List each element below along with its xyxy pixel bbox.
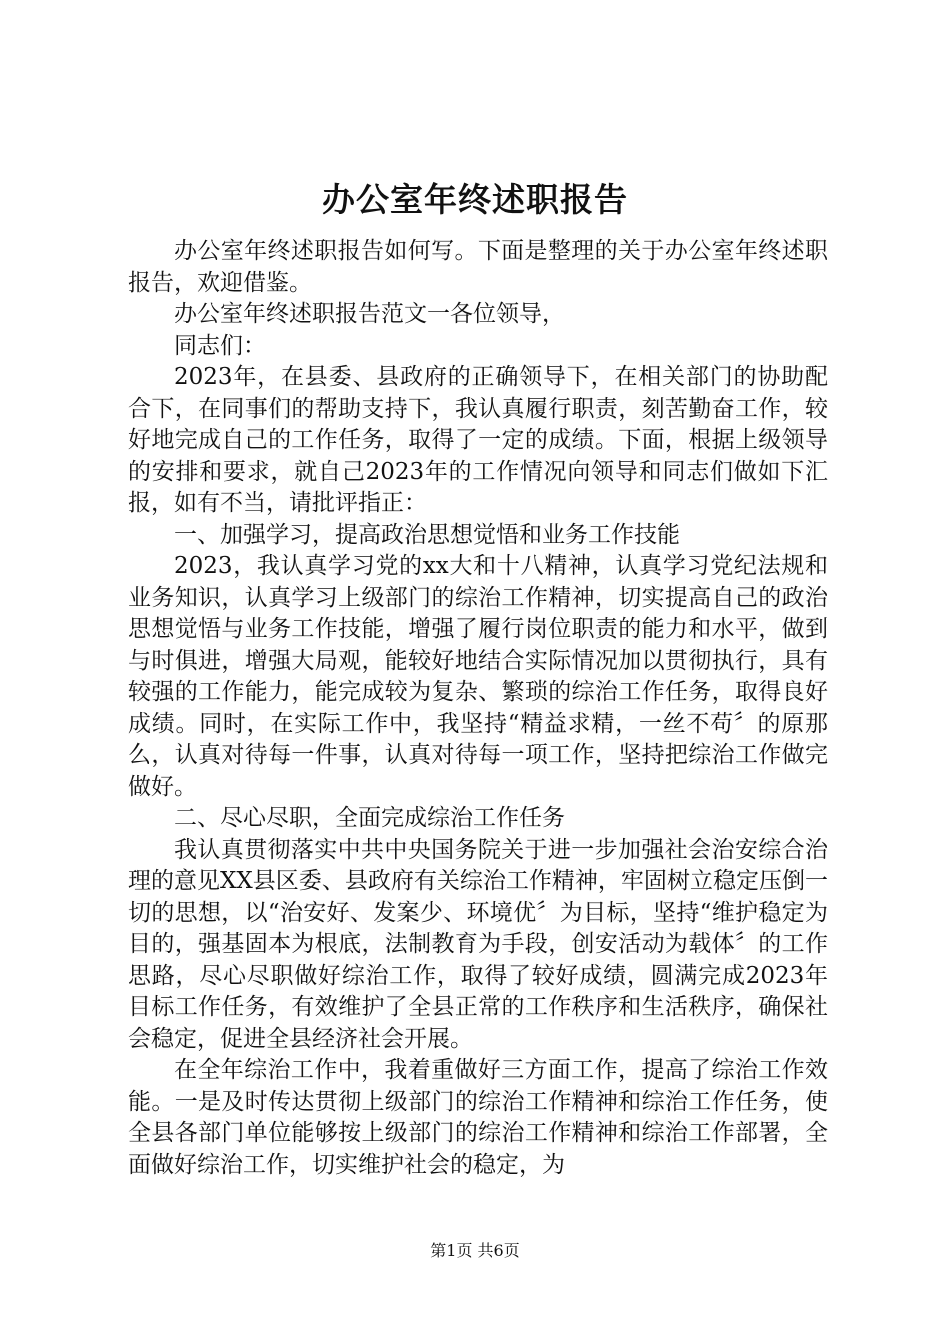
paragraph-salutation: 办公室年终述职报告范文一各位领导， <box>174 301 565 327</box>
paragraph-comrades: 同志们： <box>174 332 266 359</box>
paragraph-section-2-cont: 在全年综治工作中，我着重做好三方面工作，提高了综治工作效能。一是及时传达贯彻上级部门的综治工作精神和综治工作任务，使全县各部门单位能够按上级部门的综治工作精神和综治工作部署，全面做好综治工作，切实维护社会的稳定，为 <box>128 1057 828 1178</box>
paragraph-intro: 办公室年终述职报告如何写。下面是整理的关于办公室年终述职报告，欢迎借鉴。 <box>128 238 828 296</box>
document-title: 办公室年终述职报告 <box>322 180 628 219</box>
paragraph-section-2: 我认真贯彻落实中共中央国务院关于进一步加强社会治安综合治理的意见XX县区委、县政府有关综治工作精神，牢固树立稳定压倒一切的思想，以“治安好、发案少、环境优〞为目标，坚持“维护稳定为目的，强基固本为根底，法制教育为手段，创安活动为载体〞的工作思路，尽心尽职做好综治工作，取得了较好成绩，圆满完成2023年目标工作任务，有效维护了全县正常的工作秩序和生活秩序，确保社会稳定，促进全县经济社会开展。 <box>128 836 828 1052</box>
section-heading-2: 二、尽心尽职，全面完成综治工作任务 <box>174 805 565 831</box>
section-heading-1: 一、加强学习，提高政治思想觉悟和业务工作技能 <box>174 521 680 548</box>
paragraph-summary: 2023年，在县委、县政府的正确领导下，在相关部门的协助配合下，在同事们的帮助支持下，我认真履行职责，刻苦勤奋工作，较好地完成自己的工作任务，取得了一定的成绩。下面，根据上级领导的安排和要求，就自己2023年的工作情况向领导和同志们做如下汇报，如有不当，请批评指正： <box>128 364 828 516</box>
document-body <box>128 236 828 1181</box>
paragraph-section-1: 2023，我认真学习党的xx大和十八精神，认真学习党纪法规和业务知识，认真学习上级部门的综治工作精神，切实提高自己的政治思想觉悟与业务工作技能，增强了履行岗位职责的能力和水平，做到与时俱进，增强大局观，能较好地结合实际情况加以贯彻执行，具有较强的工作能力，能完成较为复杂、繁琐的综治工作任务，取得良好成绩。同时，在实际工作中，我坚持“精益求精，一丝不苟〞的原那么，认真对待每一件事，认真对待每一项工作，坚持把综治工作做完做好。 <box>128 553 828 800</box>
page-number-footer: 第1页 共6页 <box>430 1241 520 1260</box>
